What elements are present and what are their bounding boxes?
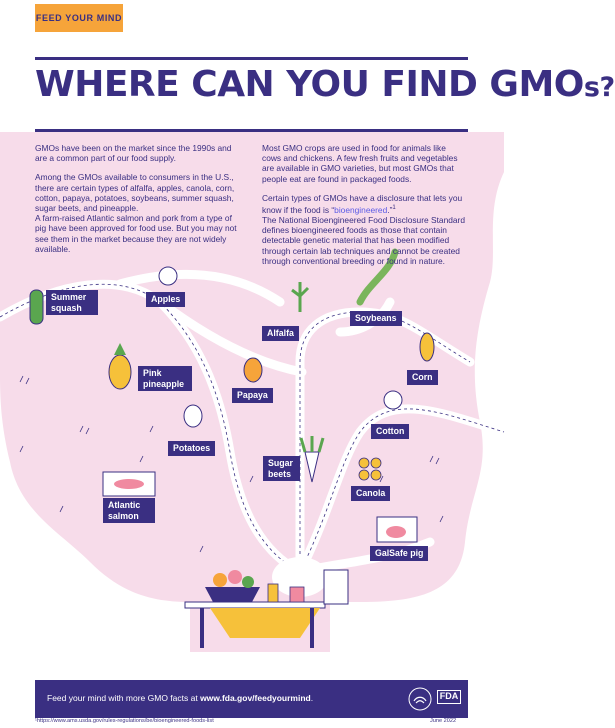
footer-banner bbox=[35, 680, 468, 718]
label-galsafe-pig: GalSafe pig bbox=[370, 546, 428, 561]
intro-left-column bbox=[35, 143, 245, 263]
intro-right-column bbox=[262, 143, 467, 275]
footnote-link[interactable]: ¹https://www.ams.usda.gov/rules-regulations/be/bioengineered-foods-list bbox=[35, 718, 214, 724]
intro-paragraph: GMOs have been on the market since the 1990s and are a common part of our food supply. bbox=[35, 143, 232, 164]
publication-date: June 2022 bbox=[430, 718, 457, 724]
label-atlantic-salmon: Atlantic salmon bbox=[103, 498, 155, 523]
label-sugar-beets: Sugar beets bbox=[263, 456, 300, 481]
footer-text: Feed your mind with more GMO facts at www.fda.gov/feedyourmind. bbox=[47, 693, 314, 703]
label-cotton: Cotton bbox=[371, 424, 409, 439]
fda-logo: FDA bbox=[437, 690, 461, 704]
feed-your-mind-badge: FEED YOUR MIND bbox=[35, 4, 123, 32]
gmo-list-paragraph: Among the GMOs available to consumers in the U.S., there are certain types of alfalfa, apples, canola, corn, cotton, papaya, potatoes, soybeans, summer squash, sugar beets, and pineapple. bbox=[35, 172, 235, 214]
label-papaya: Papaya bbox=[232, 388, 273, 403]
label-alfalfa: Alfalfa bbox=[262, 326, 299, 341]
label-pink-pineapple: Pink pineapple bbox=[138, 366, 192, 391]
page-title: WHERE CAN YOU FIND GMOs? bbox=[35, 64, 615, 105]
top-rule bbox=[35, 57, 468, 60]
label-corn: Corn bbox=[407, 370, 438, 385]
label-soybeans: Soybeans bbox=[350, 311, 402, 326]
standard-paragraph: The National Bioengineered Food Disclosure Standard defines bioengineered foods as those that contain detectable genetic material that has been modified through certain lab techniques and cannot be created through conventional breeding or found in nature. bbox=[262, 215, 465, 266]
label-summer-squash: Summer squash bbox=[46, 290, 98, 315]
fda-link[interactable]: www.fda.gov/feedyourmind bbox=[200, 693, 311, 703]
hhs-eagle-icon bbox=[407, 686, 433, 712]
disclosure-paragraph: Certain types of GMOs have a disclosure that lets you know if the food is “bioengineered.”$^1$ bbox=[262, 192, 463, 215]
animal-gmo-paragraph: A farm-raised Atlantic salmon and pork from a type of pig have been approved for food use. But you may not see them in the market because they are not widely available. bbox=[35, 213, 237, 254]
label-canola: Canola bbox=[351, 486, 390, 501]
crop-use-paragraph: Most GMO crops are used in food for animals like cows and chickens. A few fresh fruits and vegetables are available in GMO varieties, but most GMOs that people eat are found in packaged foods. bbox=[262, 143, 458, 184]
label-potatoes: Potatoes bbox=[168, 441, 215, 456]
bioengineered-term: bioengineered bbox=[334, 204, 388, 215]
label-apples: Apples bbox=[146, 292, 185, 307]
